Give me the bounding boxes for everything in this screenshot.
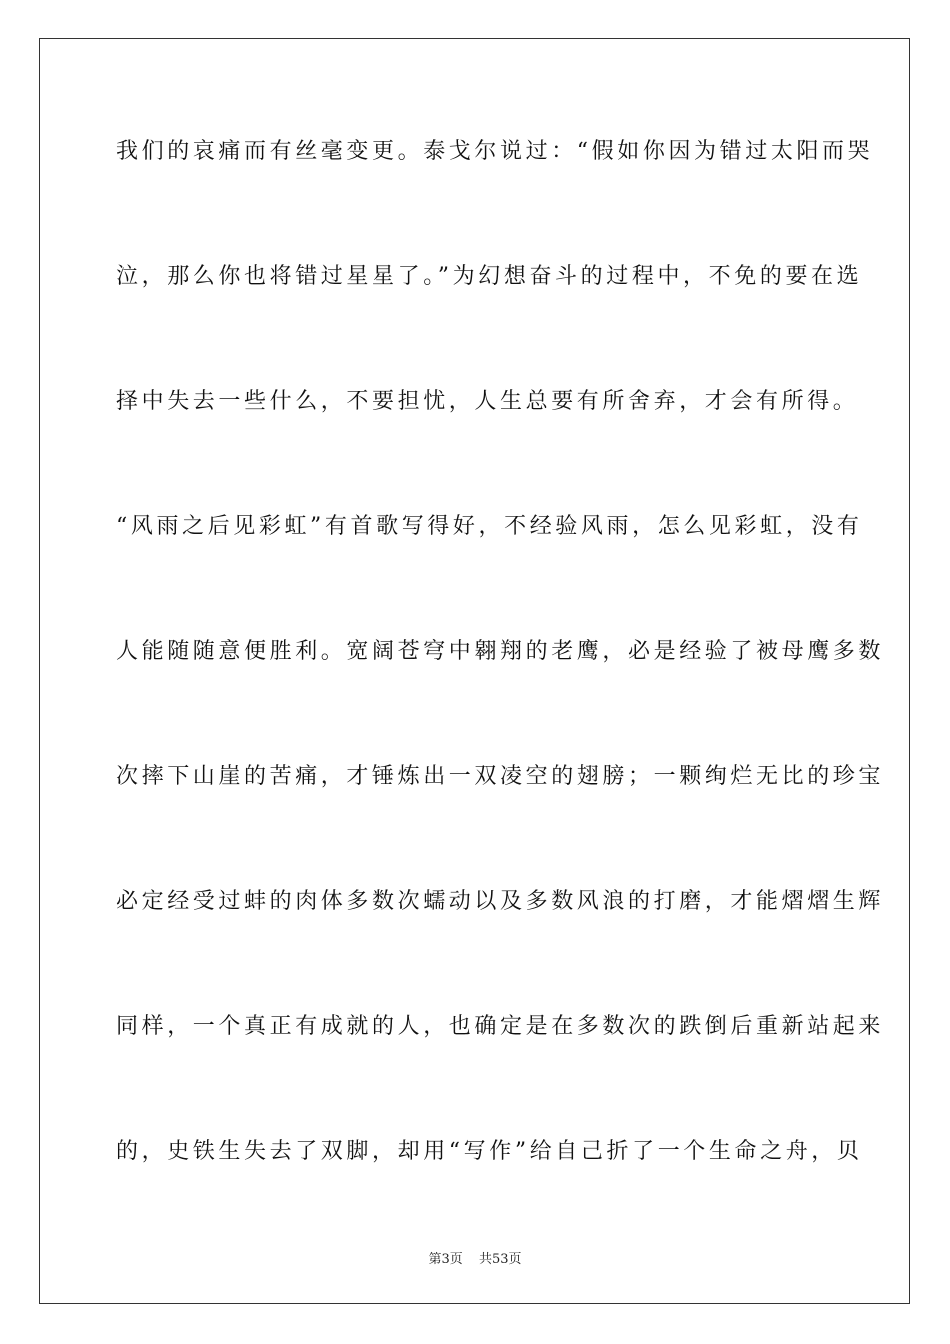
text-line-7: 必定经受过蚌的肉体多数次蠕动以及多数风浪的打磨，才能熠熠生辉	[116, 889, 885, 914]
text-line-2: 泣，那么你也将错过星星了。”为幻想奋斗的过程中，不免的要在选	[116, 264, 863, 289]
text-line-6: 次摔下山崖的苦痛，才锤炼出一双凌空的翅膀；一颗绚烂无比的珍宝	[116, 764, 885, 789]
text-line-9: 的，史铁生失去了双脚，却用“写作”给自己折了一个生命之舟，贝	[116, 1139, 863, 1164]
text-line-3: 择中失去一些什么，不要担忧，人生总要有所舍弃，才会有所得。	[116, 389, 859, 414]
total-pages: 共53页	[478, 1252, 522, 1267]
text-line-5: 人能随随意便胜利。宽阔苍穹中翱翔的老鹰，必是经验了被母鹰多数	[116, 639, 885, 664]
text-line-1: 我们的哀痛而有丝毫变更。泰戈尔说过：“假如你因为错过太阳而哭	[116, 139, 874, 164]
page-number: 第3页	[428, 1252, 463, 1267]
text-line-8: 同样，一个真正有成就的人，也确定是在多数次的跌倒后重新站起来	[116, 1014, 885, 1039]
document-body	[116, 132, 885, 1257]
text-line-4: “风雨之后见彩虹”有首歌写得好，不经验风雨，怎么见彩虹，没有	[116, 514, 863, 539]
page-footer	[0, 1248, 950, 1267]
